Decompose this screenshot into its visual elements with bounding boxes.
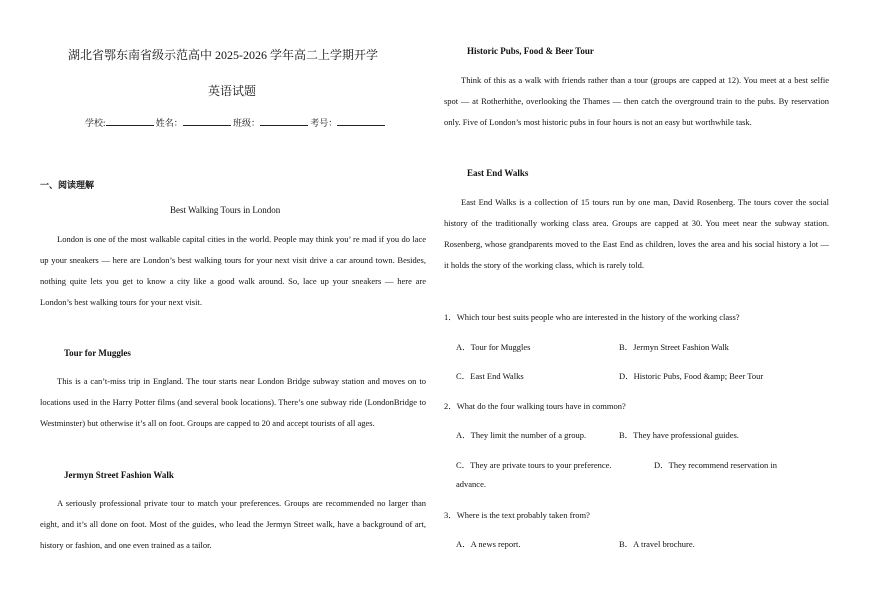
answer-option[interactable]: B．They have professional guides. — [619, 430, 739, 440]
name-label: 姓名： — [155, 118, 183, 128]
tour-paragraph: This is a can’t-miss trip in England. The tour starts near London Bridge subway station and moves on to locations used in the Harry Potter films (and several book locations). There’s one subway ride (LondonBridge to Westminster) but otherwise it’s all on foot. Groups are capped to 20 and accept tourists of all ages. — [40, 376, 426, 428]
answer-option[interactable]: C．East End Walks — [456, 371, 524, 381]
answer-option[interactable]: A．Tour for Muggles — [456, 342, 531, 352]
exam-title-line1: 湖北省鄂东南省级示范高中 2025-2026 学年高二上学期开学 — [68, 48, 378, 62]
answer-option-continuation: advance. — [456, 479, 486, 489]
student-info-row — [85, 116, 385, 129]
answer-option[interactable]: B．Jermyn Street Fashion Walk — [619, 342, 729, 352]
question-stem: 3．Where is the text probably taken from? — [444, 510, 590, 520]
class-label: 班级： — [233, 118, 261, 128]
tour-heading: Tour for Muggles — [64, 348, 131, 358]
tour-heading: Jermyn Street Fashion Walk — [64, 470, 174, 480]
number-blank[interactable] — [337, 116, 385, 126]
question-stem: 1．Which tour best suits people who are interested in the history of the working class? — [444, 312, 740, 322]
question-stem: 2．What do the four walking tours have in common? — [444, 401, 626, 411]
tour-heading: Historic Pubs, Food & Beer Tour — [467, 46, 594, 56]
answer-option[interactable]: B．A travel brochure. — [619, 539, 695, 549]
tour-paragraph: Think of this as a walk with friends rather than a tour (groups are capped at 12). You meet at a best selfie spot — at Rotherhithe, overlooking the Thames — then catch the overground train to the pubs. By reservation only. Five of London’s most historic pubs in four hours is not an easy but worthwhile task. — [444, 75, 829, 127]
article-title: Best Walking Tours in London — [170, 205, 281, 215]
tour-paragraph: A seriously professional private tour to match your preferences. Groups are recommended no larger than eight, and it’s all done on foot. Most of the guides, who lead the Jermyn Street walk, have a background of art, history or fashion, and one even trained as a tailor. — [40, 498, 426, 550]
intro-paragraph: London is one of the most walkable capital cities in the world. People may think you’ re mad if you do lace up your sneakers — here are London’s best walking tours for your next visit drive a car around town. Besides, nothing quite lets you get to know a city like a good walk around. So, lace up your sneakers — here are London’s best walking tours for your next visit. — [40, 234, 426, 307]
school-blank[interactable] — [106, 116, 154, 126]
school-label: 学校: — [85, 118, 106, 128]
section-title: 一、阅读理解 — [40, 180, 95, 190]
answer-option[interactable]: A．A news report. — [456, 539, 521, 549]
class-blank[interactable] — [260, 116, 308, 126]
name-blank[interactable] — [183, 116, 231, 126]
answer-option[interactable]: A．They limit the number of a group. — [456, 430, 587, 440]
exam-title-line2: 英语试题 — [208, 84, 257, 98]
answer-option[interactable]: D．Historic Pubs, Food &amp; Beer Tour — [619, 371, 764, 381]
answer-option[interactable]: C．They are private tours to your preference. — [456, 460, 612, 470]
number-label: 考号： — [310, 118, 338, 128]
tour-heading: East End Walks — [467, 168, 529, 178]
tour-paragraph: East End Walks is a collection of 15 tours run by one man, David Rosenberg. The tours cover the social history of the traditionally working class area. Groups are capped at 30. You meet near the subway station. Rosenberg, whose grandparents moved to the East End as children, loves the area and his social history a lot — it holds the story of the working class, which is rarely told. — [444, 197, 829, 270]
answer-option[interactable]: D．They recommend reservation in — [654, 460, 777, 470]
